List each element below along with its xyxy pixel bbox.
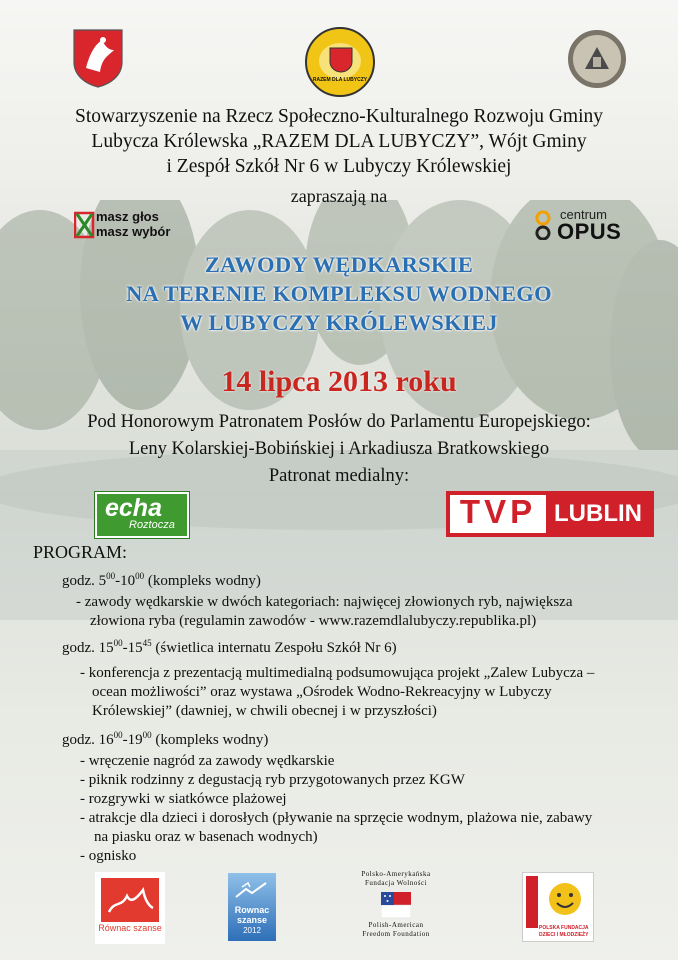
program-item-line: na piasku oraz w basenach wodnych) [94,829,318,845]
time-sup: 45 [142,638,152,648]
time-sup: 00 [135,571,145,581]
invite-text: zapraszają na [290,186,388,206]
gmina-coat-of-arms-logo [72,28,124,88]
program-item-line: - zawody wędkarskie w dwóch kategoriach: najwięcej złowionych ryb, największa [76,594,573,610]
polish-american-freedom-foundation-logo [352,870,440,940]
rownac-szanse-text: Równac szanse [98,923,162,933]
pfdim-line-2: DZIECI I MŁODZIEŻY [539,932,589,938]
tvp-region-text: LUBLIN [554,500,642,527]
program-section-1-time [62,572,261,591]
centrum-opus-logo [535,206,630,244]
organizers-line-3: i Zespół Szkół Nr 6 w Lubyczy Królewskiej [166,156,512,177]
pafw-top-line-2: Fundacja Wolności [364,879,428,887]
program-section-2-time [62,639,397,658]
program-title: PROGRAM: [33,542,128,562]
program-item: - rozgrywki w siatkówce plażowej [80,791,287,807]
polish-children-youth-foundation-logo [522,872,594,942]
rownac-szanse-2012-logo [228,873,276,941]
masz-glos-line-2: masz wybór [96,224,171,239]
program-item [80,664,594,721]
time-sup: 00 [142,730,152,740]
time-text: godz. 16 [62,732,114,748]
pafw-bottom-line-2: Freedom Foundation [362,930,430,938]
program-item-line: złowiona ryba (regulamin zawodów - www.razemdlalubyczy.republika.pl) [90,613,537,629]
pafw-top-line-1: Polsko-Amerykańska [361,870,431,878]
tvp-lublin-logo [446,491,654,537]
program-item [76,593,572,631]
headline-line-1: ZAWODY WĘDKARSKIE [204,252,474,277]
time-text: godz. 15 [62,640,114,656]
place-text: (kompleks wodny) [144,573,261,589]
razem-dla-lubyczy-logo [305,27,375,97]
program-item-line: - konferencja z prezentacją multimedialną podsumowująca projekt „Zalew Lubycza – [80,665,595,681]
program-item: - piknik rodzinny z degustacją ryb przygotowanych przez KGW [80,772,465,788]
organizers-line-1: Stowarzyszenie na Rzecz Społeczno-Kulturalnego Rozwoju Gminy [75,106,603,127]
event-headline [0,250,678,337]
masz-glos-masz-wybor-logo [74,208,171,244]
rownac-szanse-logo [95,872,165,944]
time-text: -19 [122,732,143,748]
opus-big-text: OPUS [557,219,622,244]
place-text: (kompleks wodny) [151,732,269,748]
place-text: (świetlica internatu Zespołu Szkół Nr 6) [151,640,397,656]
masz-glos-line-1: masz głos [96,209,159,224]
program-item: - wręczenie nagród za zawody wędkarskie [80,753,335,769]
pfdim-line-1: POLSKA FUNDACJA [539,925,589,931]
time-text: godz. 5 [62,573,107,589]
patronage-text [0,409,678,490]
time-sup: 00 [106,571,116,581]
echa-roztocza-logo [95,492,189,538]
rownac-2012-line-1: Rownac [234,905,270,915]
rownac-2012-line-2: szanse [236,915,268,925]
organizers-text [20,104,658,179]
media-patronage-label: Patronat medialny: [268,466,410,486]
program-item-line: ocean możliwości” oraz wystawa „Ośrodek Wodno-Rekreacyjny w Lubyczy [92,684,552,700]
headline-line-2: NA TERENIE KOMPLEKSU WODNEGO [126,281,552,306]
program-section-3-time [62,731,268,750]
rownac-2012-year: 2012 [243,926,261,935]
echa-small-text: Roztocza [129,519,175,531]
echa-big-text: echa [105,494,162,522]
organizers-line-2: Lubycza Królewska „RAZEM DLA LUBYCZY”, Wójt Gminy [91,131,587,152]
event-date: 14 lipca 2013 roku [221,365,457,398]
time-text: -10 [115,573,136,589]
patronage-line-2: Leny Kolarskiej-Bobińskiej i Arkadiusza Bratkowskiego [128,439,550,459]
tvp-text: TVP [459,493,537,530]
program-item: - ognisko [80,848,137,864]
pafw-bottom-line-1: Polish-American [368,921,424,929]
school-emblem-logo [568,30,626,88]
headline-line-3: W LUBYCZY KRÓLEWSKIEJ [180,310,498,335]
time-text: -15 [122,640,143,656]
program-item-list [80,752,592,866]
program-item: - atrakcje dla dzieci i dorosłych (pływanie na sprzęcie wodnym, plażowa nie, zabawy [80,810,593,826]
razem-badge-text: RAZEM DLA LUBYCZY [312,77,368,83]
time-sup: 00 [113,638,123,648]
program-item-line: Królewskiej” (dawniej, w chwili obecnej i w przyszłości) [92,703,437,719]
time-sup: 00 [113,730,123,740]
patronage-line-1: Pod Honorowym Patronatem Posłów do Parlamentu Europejskiego: [87,412,591,432]
opus-small-text: centrum [560,207,607,222]
